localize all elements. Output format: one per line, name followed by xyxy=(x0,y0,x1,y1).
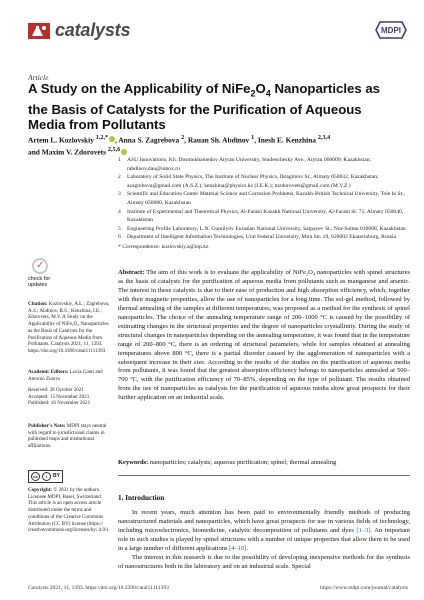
publisher-note: Publisher's Note: MDPI stays neutral with regard to jurisdictional claims in published maps and institutional affiliations. xyxy=(28,423,107,450)
affiliation-item: 5 Engineering Profile Laboratory, L.N. Gumilyov Eurasian National University, Satpayev St., Nur-Sultan 010008, Kazakhstan xyxy=(118,225,406,232)
section-divider xyxy=(118,475,410,476)
journal-url[interactable]: https://www.mdpi.com/journal/catalysts xyxy=(320,585,408,591)
check-for-updates-badge[interactable]: ✓ check for updates xyxy=(28,260,51,288)
mdpi-logo[interactable] xyxy=(374,20,408,40)
journal-logo[interactable] xyxy=(28,20,130,41)
affiliations xyxy=(118,156,414,252)
author-list: Artem L. Kozlovskiy $^{1,2,*}$ , Anna S. Zagrebova $^2$, Rauan Sh. Abdinov $^1$, Inesh E. Kenzhina $^{2,3,4}$ and Maxim V. Zdorovets $^{2,5,6}$ xyxy=(28,135,331,157)
cc-icon: cc xyxy=(31,472,40,481)
introduction-heading: 1. Introduction xyxy=(118,494,165,502)
catalysts-flask-icon xyxy=(28,23,50,39)
orcid-icon[interactable] xyxy=(121,149,127,155)
checkmark-icon: ✓ xyxy=(36,260,45,271)
affiliation-item: 6 Department of Intelligent Information Technologies, Ural Federal University, Mira Str. 19, 620002 Ekaterinburg, Russia xyxy=(118,234,397,241)
correspondence: * Correspondence: kozlovskiy.a@inp.kz xyxy=(118,243,209,250)
affiliation-item: 2 Laboratory of Solid State Physics, The Institute of Nuclear Physics, Ibragimov St., Almaty 050032, Kazakhstan; azagrebova@gmail.com (A.S.Z.); kenzhina@physics.kz (I.E.K.); mzdorovets@gmail.com (M.V.Z.) xyxy=(118,174,379,189)
paragraph: The interest in this research is due to the possibility of developing inexpensive methods for the synthesis of nanostructures both in the laboratory and on an industrial scale. Special xyxy=(118,553,410,570)
svg-text:MDPI: MDPI xyxy=(381,26,401,35)
introduction-body xyxy=(118,509,410,572)
copyright-notice: Copyright: © 2021 by the authors. Licensee MDPI, Basel, Switzerland. This article is an open access article distributed under the terms and conditions of the Creative Commons Attribution (CC BY) license (https:// creativecommons.org/licenses/by/ 4.0/). xyxy=(28,487,110,534)
affiliation-item: 3 Scientific and Education Center Material Science and Corrosion Problems, Kazakh-British Technical University, Tole bi St., Almaty 050000, Kazakhstan xyxy=(118,191,405,206)
article-type: Article xyxy=(28,73,49,82)
citation-link[interactable]: [1–3] xyxy=(356,526,371,534)
affiliation-item: 4 Institute of Experimental and Theoretical Physics, Al-Farabi Kazakh National University, Al-Farabi St. 71, Almaty 050040, Kazakhstan xyxy=(118,208,404,224)
citation-link[interactable]: [4–10] xyxy=(229,544,247,552)
citation: Citation: Kozlovskiy, A.L.; Zagrebova, A.S.; Abdinov, R.S.; Kenzhina, I.E.; Zdorovets, M.V. A Study on the Applicability of NiFe₂O₄ Nanoparticles as the Basis of Catalysts for the Purification of Aqueous Media from Pollutants. Catalysts 2021, 11, 1393. https://doi.org/10.3390/catal11111393 xyxy=(28,301,110,354)
publication-dates xyxy=(28,387,110,407)
page-footer: Catalysts 2021, 11, 1393. https://doi.org/10.3390/catal11111393 xyxy=(28,585,169,591)
journal-name: catalysts xyxy=(55,20,131,40)
keywords: Keywords: nanoparticles; catalysts; aqueous purification; spinel; thermal annealing xyxy=(118,459,337,466)
academic-editors: Academic Editors: Lucia Conti and Antonio Zuorro xyxy=(28,369,103,382)
attribution-icon: i xyxy=(42,472,51,481)
received-date: Received: 28 October 2021 xyxy=(28,387,84,393)
published-date: Published: 16 November 2021 xyxy=(28,400,91,407)
article-title: A Study on the Applicability of $NiFe_2O_4$ Nanoparticles as the Basis of Catalysts for the Purification of Aqueous Media from Pollutants xyxy=(28,81,380,133)
paragraph: In recent years, much attention has been paid to environmentally friendly methods of producing nanostructured materials and nanoparticles, which have great prospects for use in various fields of technology, including microelectronics, biomedicine, catalytic decomposition of pollutants and dyes [1–3]. An important role in such studies is played by spinel structures with a number of unique properties that allow them to be used in a large number of different applications [4–10]. xyxy=(118,509,411,552)
accepted-date: Accepted: 15 November 2021 xyxy=(28,393,90,400)
abstract: Abstract: The aim of this work is to evaluate the applicability of NiFe₂O₄ nanoparticles with spinel structures as the basis of catalysts for the purification of aqueous media from pollutants such as manganese and arsenic. The interest in these catalysts is due to their ease of production and high absorption efficiency, which, together with their magnetic properties, allow the use of nanoparticles for a long time. The sol-gel method, followed by thermal annealing of the samples at different temperatures, was proposed as a method for the synthesis of spinel nanoparticles. The choice of the annealing temperature range of 200–1000 °C is caused by the possibility of estimating changes in the structural properties and the degree of nanoparticles crystallinity. During the study of structural changes in nanoparticles depending on the annealing temperature, it was found that in the temperature range of 200–800 °C, there is an ordering of structural parameters, while for samples obtained at annealing temperatures above 800 °C, there is a partial disorder caused by the agglomeration of nanoparticles with a subsequent increase in their size. According to the results of the studies on the purification of aqueous media from pollutants, it was found that the greatest absorption efficiency belongs to nanoparticles annealed at 500–700 °C, with the purification efficiency of 70–85%, depending on the type of pollutant. The results obtained from the use of nanoparticles as catalysts for the purification of aqueous media show great prospects for their further application on an industrial scale. xyxy=(118,269,410,402)
affiliation-item: 1 ASU Innovations, Kh. Dosmukhamedov Atyrau University, Studenchesky Ave., Atyrau 060009, Kazakhstan; rabdinov.dau@inbox.ru xyxy=(118,157,372,172)
cc-license-badge[interactable]: cc i BY xyxy=(28,470,110,483)
